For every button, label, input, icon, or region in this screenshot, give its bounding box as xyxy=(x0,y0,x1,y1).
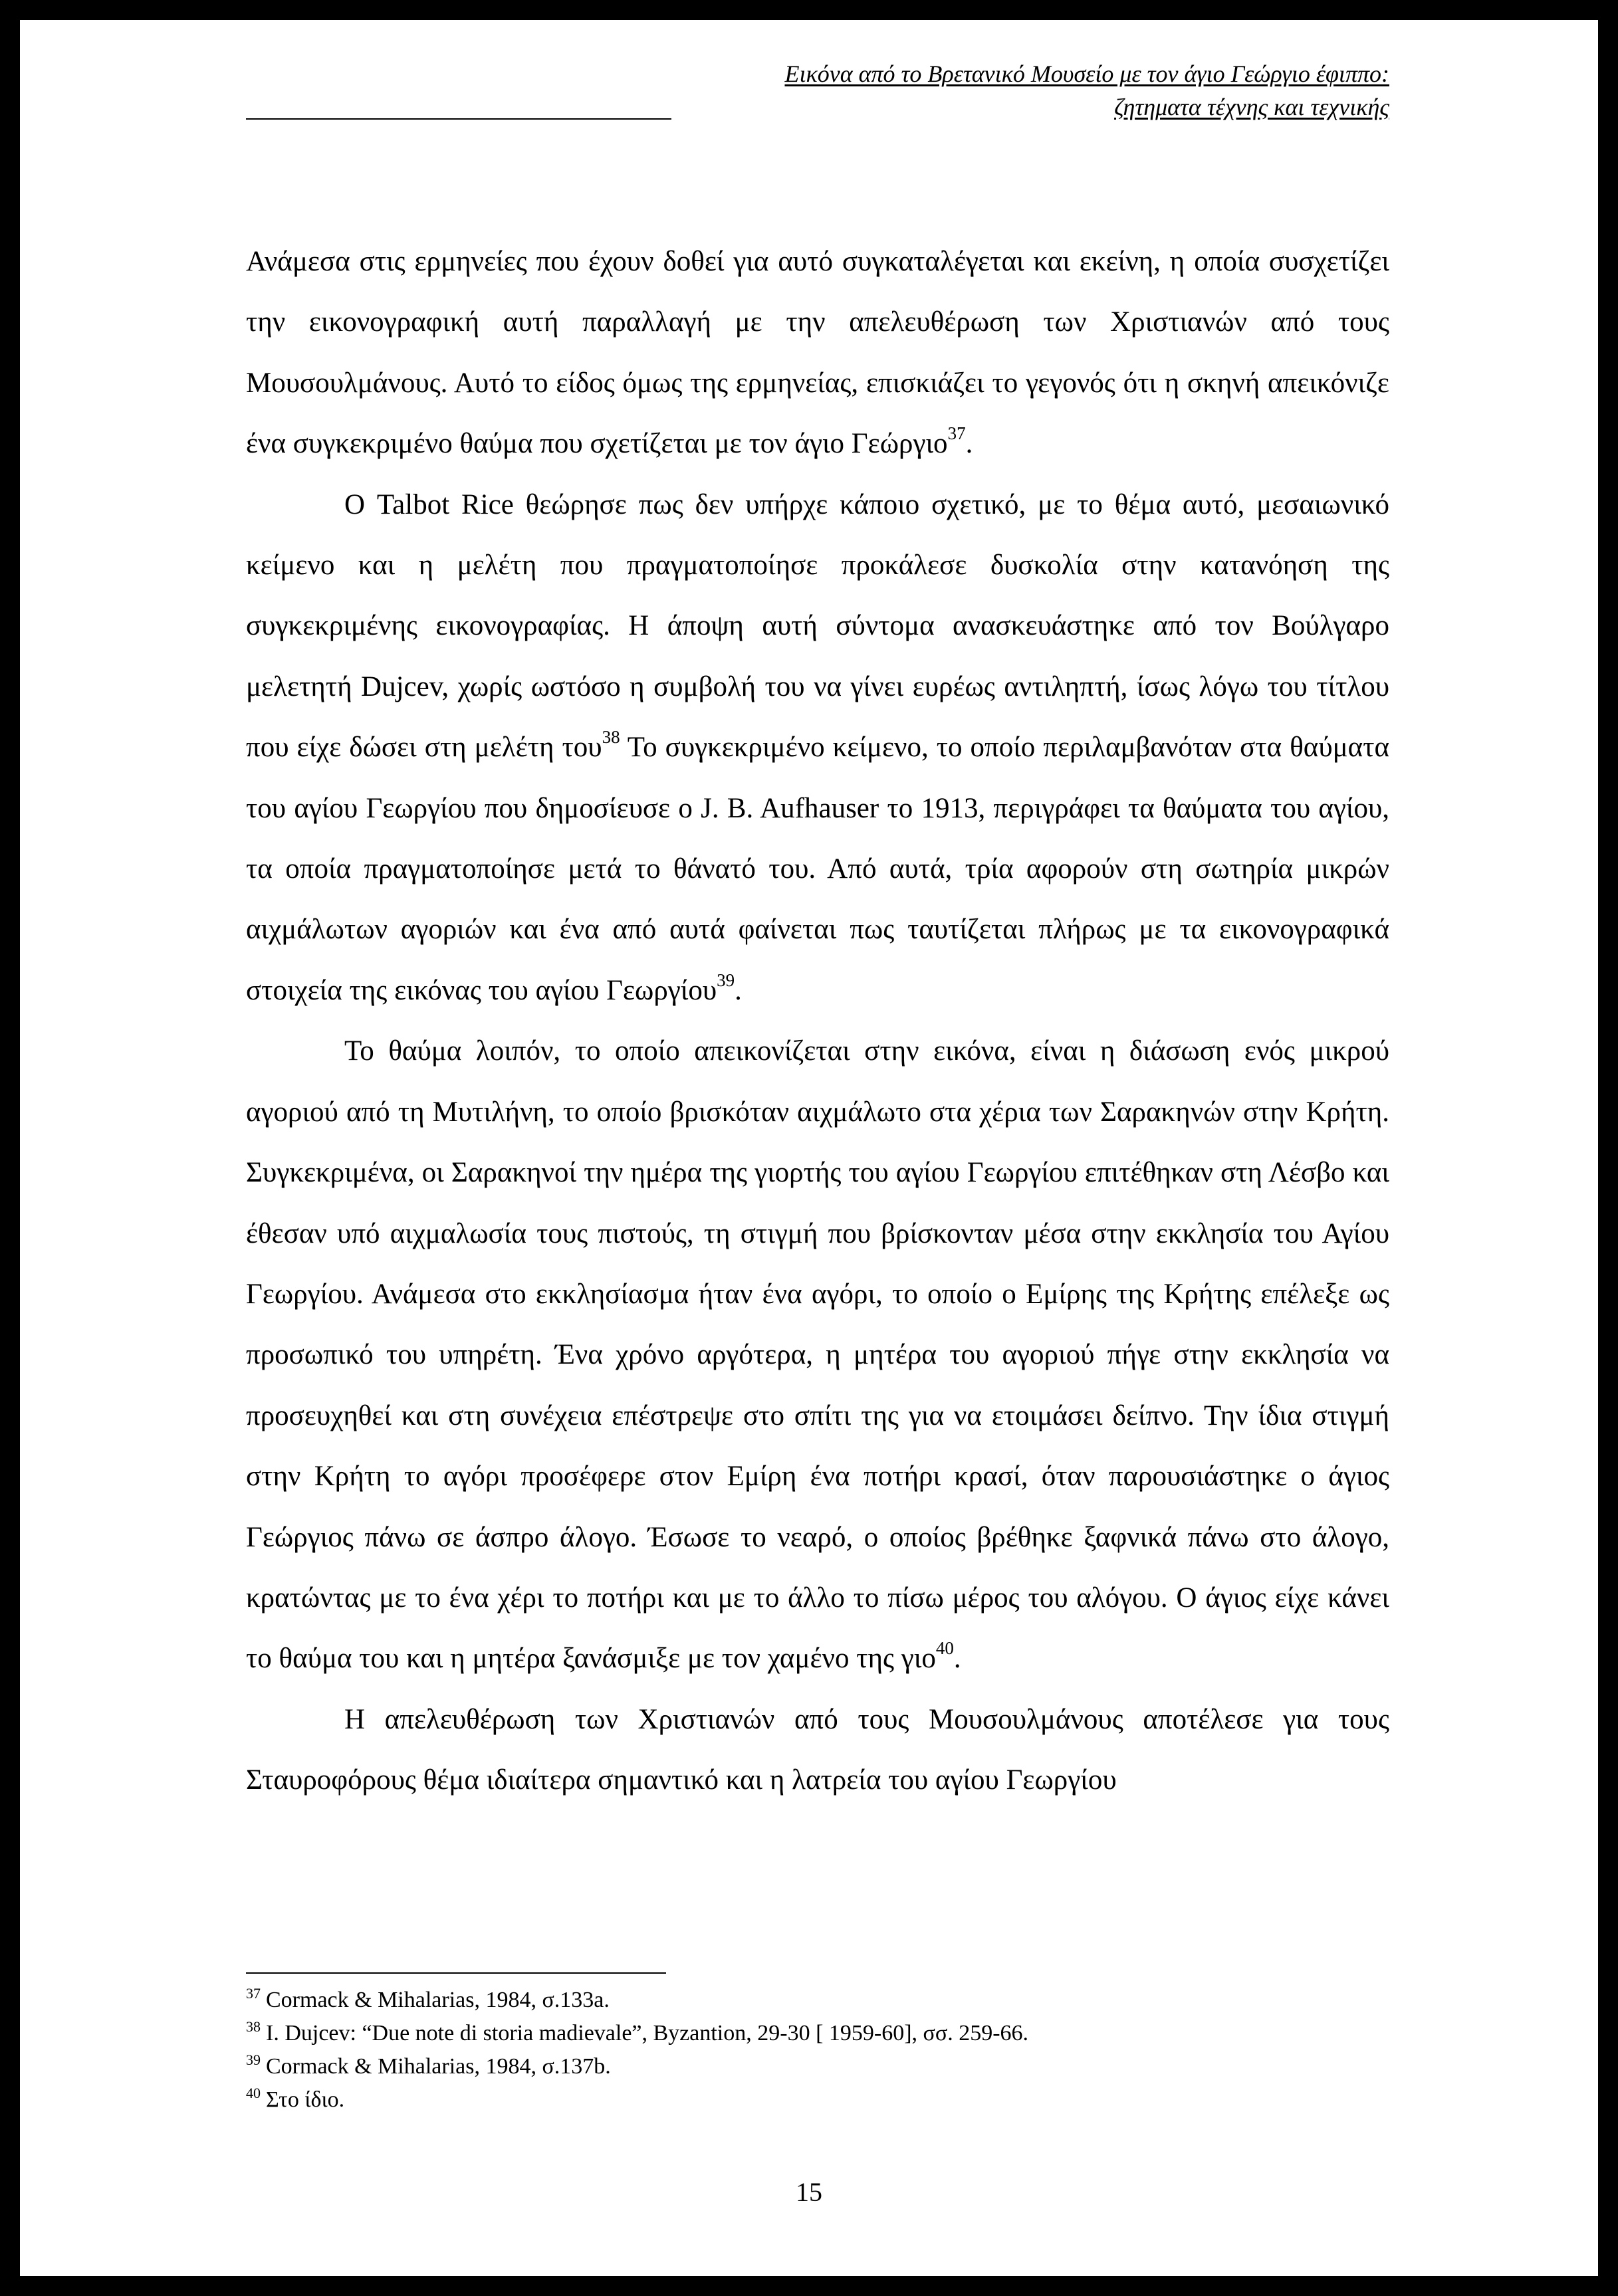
footnote-number: 38 xyxy=(246,2018,261,2035)
footnote-number: 40 xyxy=(246,2084,261,2101)
paragraph-1-end: . xyxy=(965,428,973,460)
paragraph-2-text-a: Ο Talbot Rice θεώρησε πως δεν υπήρχε κάποιο σχετικό, με το θέμα αυτό, μεσαιωνικό κείμενο και η μελέτη που πραγματοποίησε προκάλεσε δυσκολία στην κατανόηση της συγκεκριμένης εικονογραφίας. Η άποψη αυτή σύντομα ανασκευάστηκε από τον Βούλγαρο μελετητή Dujcev, χωρίς ωστόσο η συμβολή του να γίνει ευρέως αντιληπτή, ίσως λόγω του τίτλου που είχε δώσει στη μελέτη του xyxy=(246,488,1389,764)
footnote-number: 37 xyxy=(246,1984,261,2002)
footnote-number: 39 xyxy=(246,2051,261,2068)
footnote-39 xyxy=(246,2050,1389,2083)
footnote-text: Cormack & Mihalarias, 1984, σ.133a. xyxy=(266,1988,610,2012)
paragraph-3 xyxy=(246,1021,1389,1689)
footnote-40 xyxy=(246,2083,1389,2117)
header-rule xyxy=(246,118,671,120)
header-title-line-2: ζητηματα τέχνης και τεχνικής xyxy=(1114,94,1389,120)
page-number: 15 xyxy=(796,2177,822,2207)
paragraph-2-text-b: Το συγκεκριμένο κείμενο, το οποίο περιλαμβανόταν στα θαύματα του αγίου Γεωργίου που δημοσίευσε ο J. B. Aufhauser το 1913, περιγράφει τα θαύματα του αγίου, τα οποία πραγματοποίησε μετά το θάνατό του. Από αυτά, τρία αφορούν στη σωτηρία μικρών αιχμάλωτων αγοριών και ένα από αυτά φαίνεται πως ταυτίζεται πλήρως με τα εικονογραφικά στοιχεία της εικόνας του αγίου Γεωργίου xyxy=(246,732,1390,1006)
footnote-ref-38: 38 xyxy=(602,727,620,747)
footnote-38 xyxy=(246,2017,1389,2050)
paragraph-1 xyxy=(246,231,1389,474)
body-text xyxy=(246,231,1389,1811)
header-title-line-1: Εικόνα από το Βρετανικό Μουσείο με τον άγιο Γεώργιο έφιππο: xyxy=(784,60,1389,87)
paragraph-4 xyxy=(246,1689,1389,1811)
footnote-text: Cormack & Mihalarias, 1984, σ.137b. xyxy=(266,2054,611,2079)
footnote-ref-40: 40 xyxy=(935,1638,954,1659)
document-page xyxy=(20,20,1598,2276)
footnote-ref-37: 37 xyxy=(947,423,966,443)
footnote-separator xyxy=(246,1972,666,1974)
footnote-ref-39: 39 xyxy=(717,970,735,990)
paragraph-1-text: Ανάμεσα στις ερμηνείες που έχουν δοθεί για αυτό συγκαταλέγεται και εκείνη, η οποία συσχετίζει την εικονογραφική αυτή παραλλαγή με την απελευθέρωση των Χριστιανών από τους Μουσουλμάνους. Αυτό το είδος όμως της ερμηνείας, επισκιάζει το γεγονός ότι η σκηνή απεικόνιζε ένα συγκεκριμένο θαύμα που σχετίζεται με τον άγιο Γεώργιο xyxy=(246,246,1389,460)
footnote-text: Στο ίδιο. xyxy=(266,2087,345,2112)
paragraph-4-text: Η απελευθέρωση των Χριστιανών από τους Μουσουλμάνους αποτέλεσε για τους Σταυροφόρους θέμα ιδιαίτερα σημαντικό και η λατρεία του αγίου Γεωργίου xyxy=(246,1703,1389,1796)
running-header xyxy=(246,57,1389,124)
paragraph-2 xyxy=(246,474,1389,1021)
paragraph-3-end: . xyxy=(953,1643,961,1675)
footnote-37 xyxy=(246,1984,1389,2017)
paragraph-3-text: Το θαύμα λοιπόν, το οποίο απεικονίζεται στην εικόνα, είναι η διάσωση ενός μικρού αγοριού από τη Μυτιλήνη, το οποίο βρισκόταν αιχμάλωτο στα χέρια των Σαρακηνών στην Κρήτη. Συγκεκριμένα, οι Σαρακηνοί την ημέρα της γιορτής του αγίου Γεωργίου επιτέθηκαν στη Λέσβο και έθεσαν υπό αιχμαλωσία τους πιστούς, τη στιγμή που βρίσκονταν μέσα στην εκκλησία του Αγίου Γεωργίου. Ανάμεσα στο εκκλησίασμα ήταν ένα αγόρι, το οποίο ο Εμίρης της Κρήτης επέλεξε ως προσωπικό του υπηρέτη. Ένα χρόνο αργότερα, η μητέρα του αγοριού πήγε στην εκκλησία να προσευχηθεί και στη συνέχεια επέστρεψε στο σπίτι της για να ετοιμάσει δείπνο. Την ίδια στιγμή στην Κρήτη το αγόρι προσέφερε στον Εμίρη ένα ποτήρι κρασί, όταν παρουσιάστηκε ο άγιος Γεώργιος πάνω σε άσπρο άλογο. Έσωσε το νεαρό, ο οποίος βρέθηκε ξαφνικά πάνω στο άλογο, κρατώντας με το ένα χέρι το ποτήρι και με το άλλο το πίσω μέρος του αλόγου. Ο άγιος είχε κάνει το θαύμα του και η μητέρα ξανάσμιξε με τον χαμένο της γιο xyxy=(246,1035,1389,1675)
paragraph-2-end: . xyxy=(735,974,742,1006)
footnote-text: I. Dujcev: “Due note di storia madievale”, Byzantion, 29-30 [ 1959-60], σσ. 259-66. xyxy=(266,2021,1029,2045)
footnotes xyxy=(246,1984,1389,2117)
